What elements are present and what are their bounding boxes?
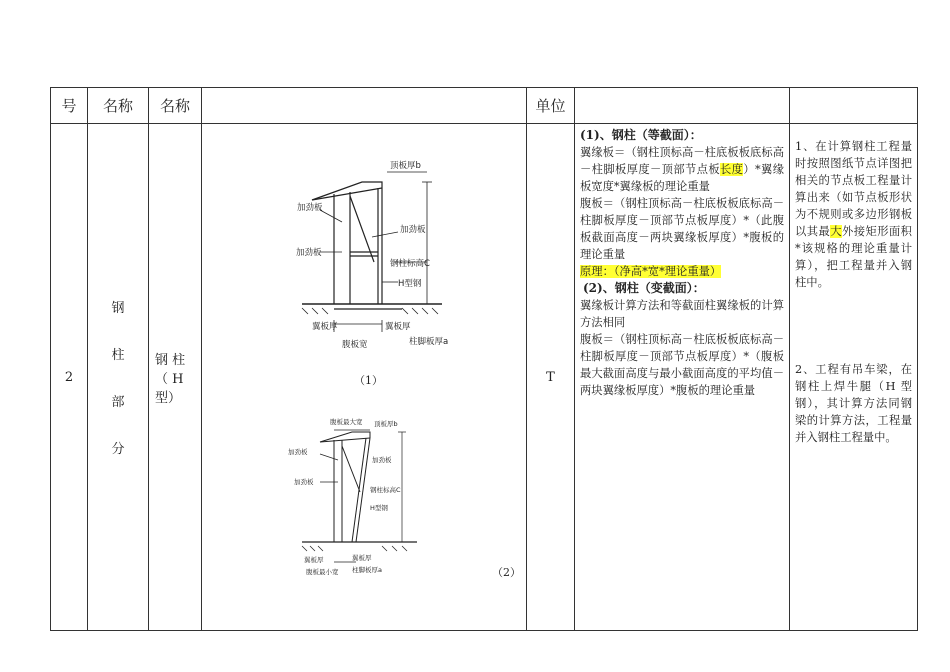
- row-number: 2: [51, 124, 88, 631]
- header-name-2: 名称: [149, 88, 202, 124]
- column-diagram-1: [202, 152, 527, 397]
- label-stiffener: 加劲板: [294, 478, 314, 486]
- remark-text: 1、在计算钢柱工程量时按照图纸节点详图把相关的节点板工程量计算出来（如节点板形状为不规则或多边形钢板以其最: [795, 140, 912, 238]
- description-cell: [575, 124, 790, 631]
- header-unit: 单位: [527, 88, 575, 124]
- label-stiffener: 加劲板: [296, 248, 322, 258]
- label-flange-thickness: 翼板厚: [385, 322, 411, 332]
- header-figure: [202, 88, 527, 124]
- label-stiffener: 加劲板: [297, 203, 323, 213]
- principle-line: [580, 263, 784, 280]
- label-web-width: 腹板宽: [342, 340, 368, 350]
- quantity-table: [50, 87, 918, 631]
- label-h-steel: H型钢: [398, 279, 422, 289]
- label-flange-thickness: 翼板厚: [312, 322, 338, 332]
- category-cell: [88, 124, 149, 631]
- label-base-plate: 柱脚板厚a: [409, 337, 449, 347]
- label-top-plate: 顶板厚b: [374, 420, 398, 428]
- principle-text: 原理：（净高*宽*理论重量）: [580, 265, 722, 278]
- label-flange-thickness: 翼板厚: [352, 554, 372, 562]
- category-char: 部: [111, 395, 125, 410]
- label-flange-thickness: 翼板厚: [304, 556, 324, 564]
- category-char: 钢: [111, 301, 125, 316]
- label-base-plate: 柱脚板厚a: [352, 566, 382, 574]
- remark-1: [795, 138, 912, 291]
- table-row: [51, 124, 918, 631]
- table-header-row: [51, 88, 918, 124]
- remark-2: 2、工程有吊车梁，在钢柱上焊牛腿（H 型钢），其计算方法同钢梁的计算方法，工程量并入钢柱工程量中。: [795, 363, 912, 444]
- header-description: [575, 88, 790, 124]
- figure-1-caption: （1）: [354, 374, 383, 387]
- label-column-height: 钢柱标高C: [390, 259, 430, 269]
- flange-formula-text: 翼缘板＝（钢柱顶标高－柱底板板底标高－柱脚板厚度－顶部节点板: [580, 146, 784, 176]
- flange-method: 翼缘板计算方法和等截面柱翼缘板的计算方法相同: [580, 299, 784, 329]
- remarks-cell: [790, 124, 918, 631]
- web-formula: 腹板＝（钢柱顶标高－柱底板板底标高－柱脚板厚度－顶部节点板厚度）*（此腹板截面高度－两块翼缘板厚度）*腹板的理论重量: [580, 197, 784, 261]
- label-stiffener: 加劲板: [372, 456, 392, 464]
- label-h-steel: H型钢: [370, 504, 388, 512]
- label-stiffener: 加劲板: [400, 225, 426, 235]
- section-title-uniform: (1)、钢柱（等截面）：: [580, 128, 702, 142]
- category-char: 分: [111, 442, 125, 457]
- remark-text: 外接矩形面积*该规格的理论重量计算），把工程量并入钢柱中。: [795, 225, 912, 289]
- category-char: 柱: [111, 348, 125, 363]
- label-stiffener: 加劲板: [288, 448, 308, 456]
- unit-cell: T: [527, 124, 575, 631]
- section-title-variable: (2)、钢柱（变截面）：: [583, 281, 705, 295]
- figure-2-caption: （2）: [492, 566, 521, 579]
- flange-formula: [580, 144, 784, 195]
- header-remarks: [790, 88, 918, 124]
- label-min-web: 腹板最小宽: [306, 568, 339, 576]
- flange-formula-text: ）*翼缘板宽度*翼缘板的理论重量: [580, 163, 784, 193]
- header-number: 号: [51, 88, 88, 124]
- column-diagram-2: [202, 412, 527, 592]
- item-name: 钢 柱 （ H 型）: [149, 124, 202, 631]
- highlight-length: 长度: [720, 163, 744, 176]
- highlight-max: 大: [830, 225, 842, 238]
- web-formula-variable: 腹板＝（钢柱顶标高－柱底板板底标高－柱脚板厚度－顶部节点板厚度）*（腹板最大截面高度与最小截面高度的平均值－两块翼缘板厚度）*腹板的理论重量: [580, 333, 784, 397]
- label-column-height: 钢柱标高C: [370, 486, 401, 494]
- figure-cell: [202, 124, 527, 631]
- header-name-1: 名称: [88, 88, 149, 124]
- label-max-web: 腹板最大宽: [330, 418, 363, 426]
- label-top-plate: 顶板厚b: [390, 161, 421, 171]
